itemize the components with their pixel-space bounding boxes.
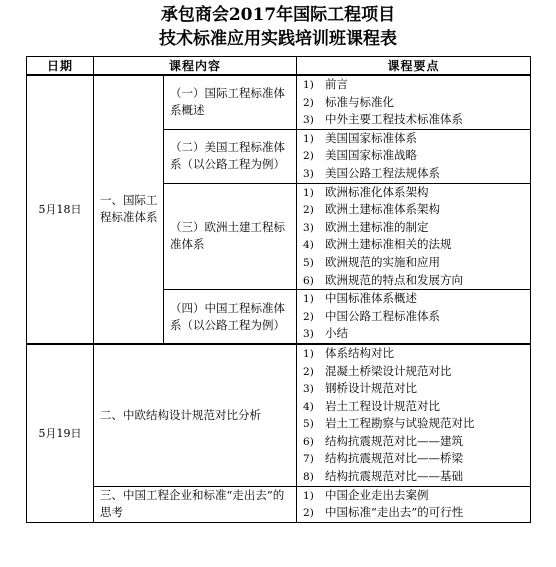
point-item: 1) 中国标准体系概述 [303, 291, 418, 306]
points-cell [297, 75, 531, 129]
header-points: 课程要点 [297, 57, 531, 76]
submodule-cell: （二）美国工程标准体系（以公路工程为例） [164, 129, 297, 183]
point-item: 4) 岩土工程设计规范对比 [303, 398, 441, 413]
submodule-cell: （一）国际工程标准体系概述 [164, 75, 297, 129]
table-row [27, 344, 531, 486]
title-line-2: 技术标准应用实践培训班课程表 [159, 29, 397, 49]
point-item: 8) 结构抗震规范对比——基础 [303, 469, 464, 484]
schedule-table [26, 56, 531, 523]
points-cell [297, 344, 531, 486]
header-content: 课程内容 [94, 57, 297, 76]
point-item: 5) 欧洲规范的实施和应用 [303, 254, 441, 269]
date-cell: 5月19日 [27, 344, 94, 522]
point-item: 2) 混凝土桥梁设计规范对比 [303, 363, 452, 378]
point-item: 5) 岩土工程勘察与试验规范对比 [303, 416, 475, 431]
table-row [27, 75, 531, 129]
submodule-cell: （三）欧洲土建工程标准体系 [164, 183, 297, 290]
module-cell: 二、中欧结构设计规范对比分析 [94, 344, 297, 486]
submodule-cell: （四）中国工程标准体系（以公路工程为例） [164, 290, 297, 344]
point-item: 3) 欧洲土建标准的制定 [303, 219, 429, 234]
header-row [27, 57, 531, 76]
point-item: 1) 美国国家标准体系 [303, 130, 418, 145]
points-cell [297, 183, 531, 290]
point-item: 1) 中国企业走出去案例 [303, 487, 429, 502]
point-item: 1) 前言 [303, 77, 349, 91]
module-cell: 三、中国工程企业和标准“走出去”的思考 [94, 486, 297, 522]
points-cell [297, 290, 531, 344]
point-item: 6) 欧洲规范的特点和发展方向 [303, 272, 464, 287]
point-item: 2) 中国公路工程标准体系 [303, 308, 441, 323]
point-item: 3) 钢桥设计规范对比 [303, 381, 418, 396]
header-date: 日期 [27, 57, 94, 76]
point-item: 1) 体系结构对比 [303, 345, 395, 360]
point-item: 2) 中国标准“走出去”的可行性 [303, 505, 464, 520]
date-cell: 5月18日 [27, 75, 94, 344]
point-item: 6) 结构抗震规范对比——建筑 [303, 433, 464, 448]
point-item: 7) 结构抗震规范对比——桥梁 [303, 451, 464, 466]
point-item: 3) 中外主要工程技术标准体系 [303, 112, 464, 127]
points-cell [297, 486, 531, 522]
point-item: 2) 标准与标准化 [303, 94, 395, 109]
point-item: 3) 美国公路工程法规体系 [303, 165, 441, 180]
title-line-1: 承包商会2017年国际工程项目 [160, 5, 396, 25]
point-item: 3) 小结 [303, 326, 349, 341]
points-cell [297, 129, 531, 183]
point-item: 1) 欧洲标准化体系架构 [303, 184, 429, 199]
point-item: 4) 欧洲土建标准相关的法规 [303, 237, 452, 252]
point-item: 2) 欧洲土建标准体系架构 [303, 202, 441, 217]
module-cell: 一、国际工程标准体系 [94, 75, 164, 344]
point-item: 2) 美国国家标准战略 [303, 148, 418, 163]
table-row [27, 486, 531, 522]
